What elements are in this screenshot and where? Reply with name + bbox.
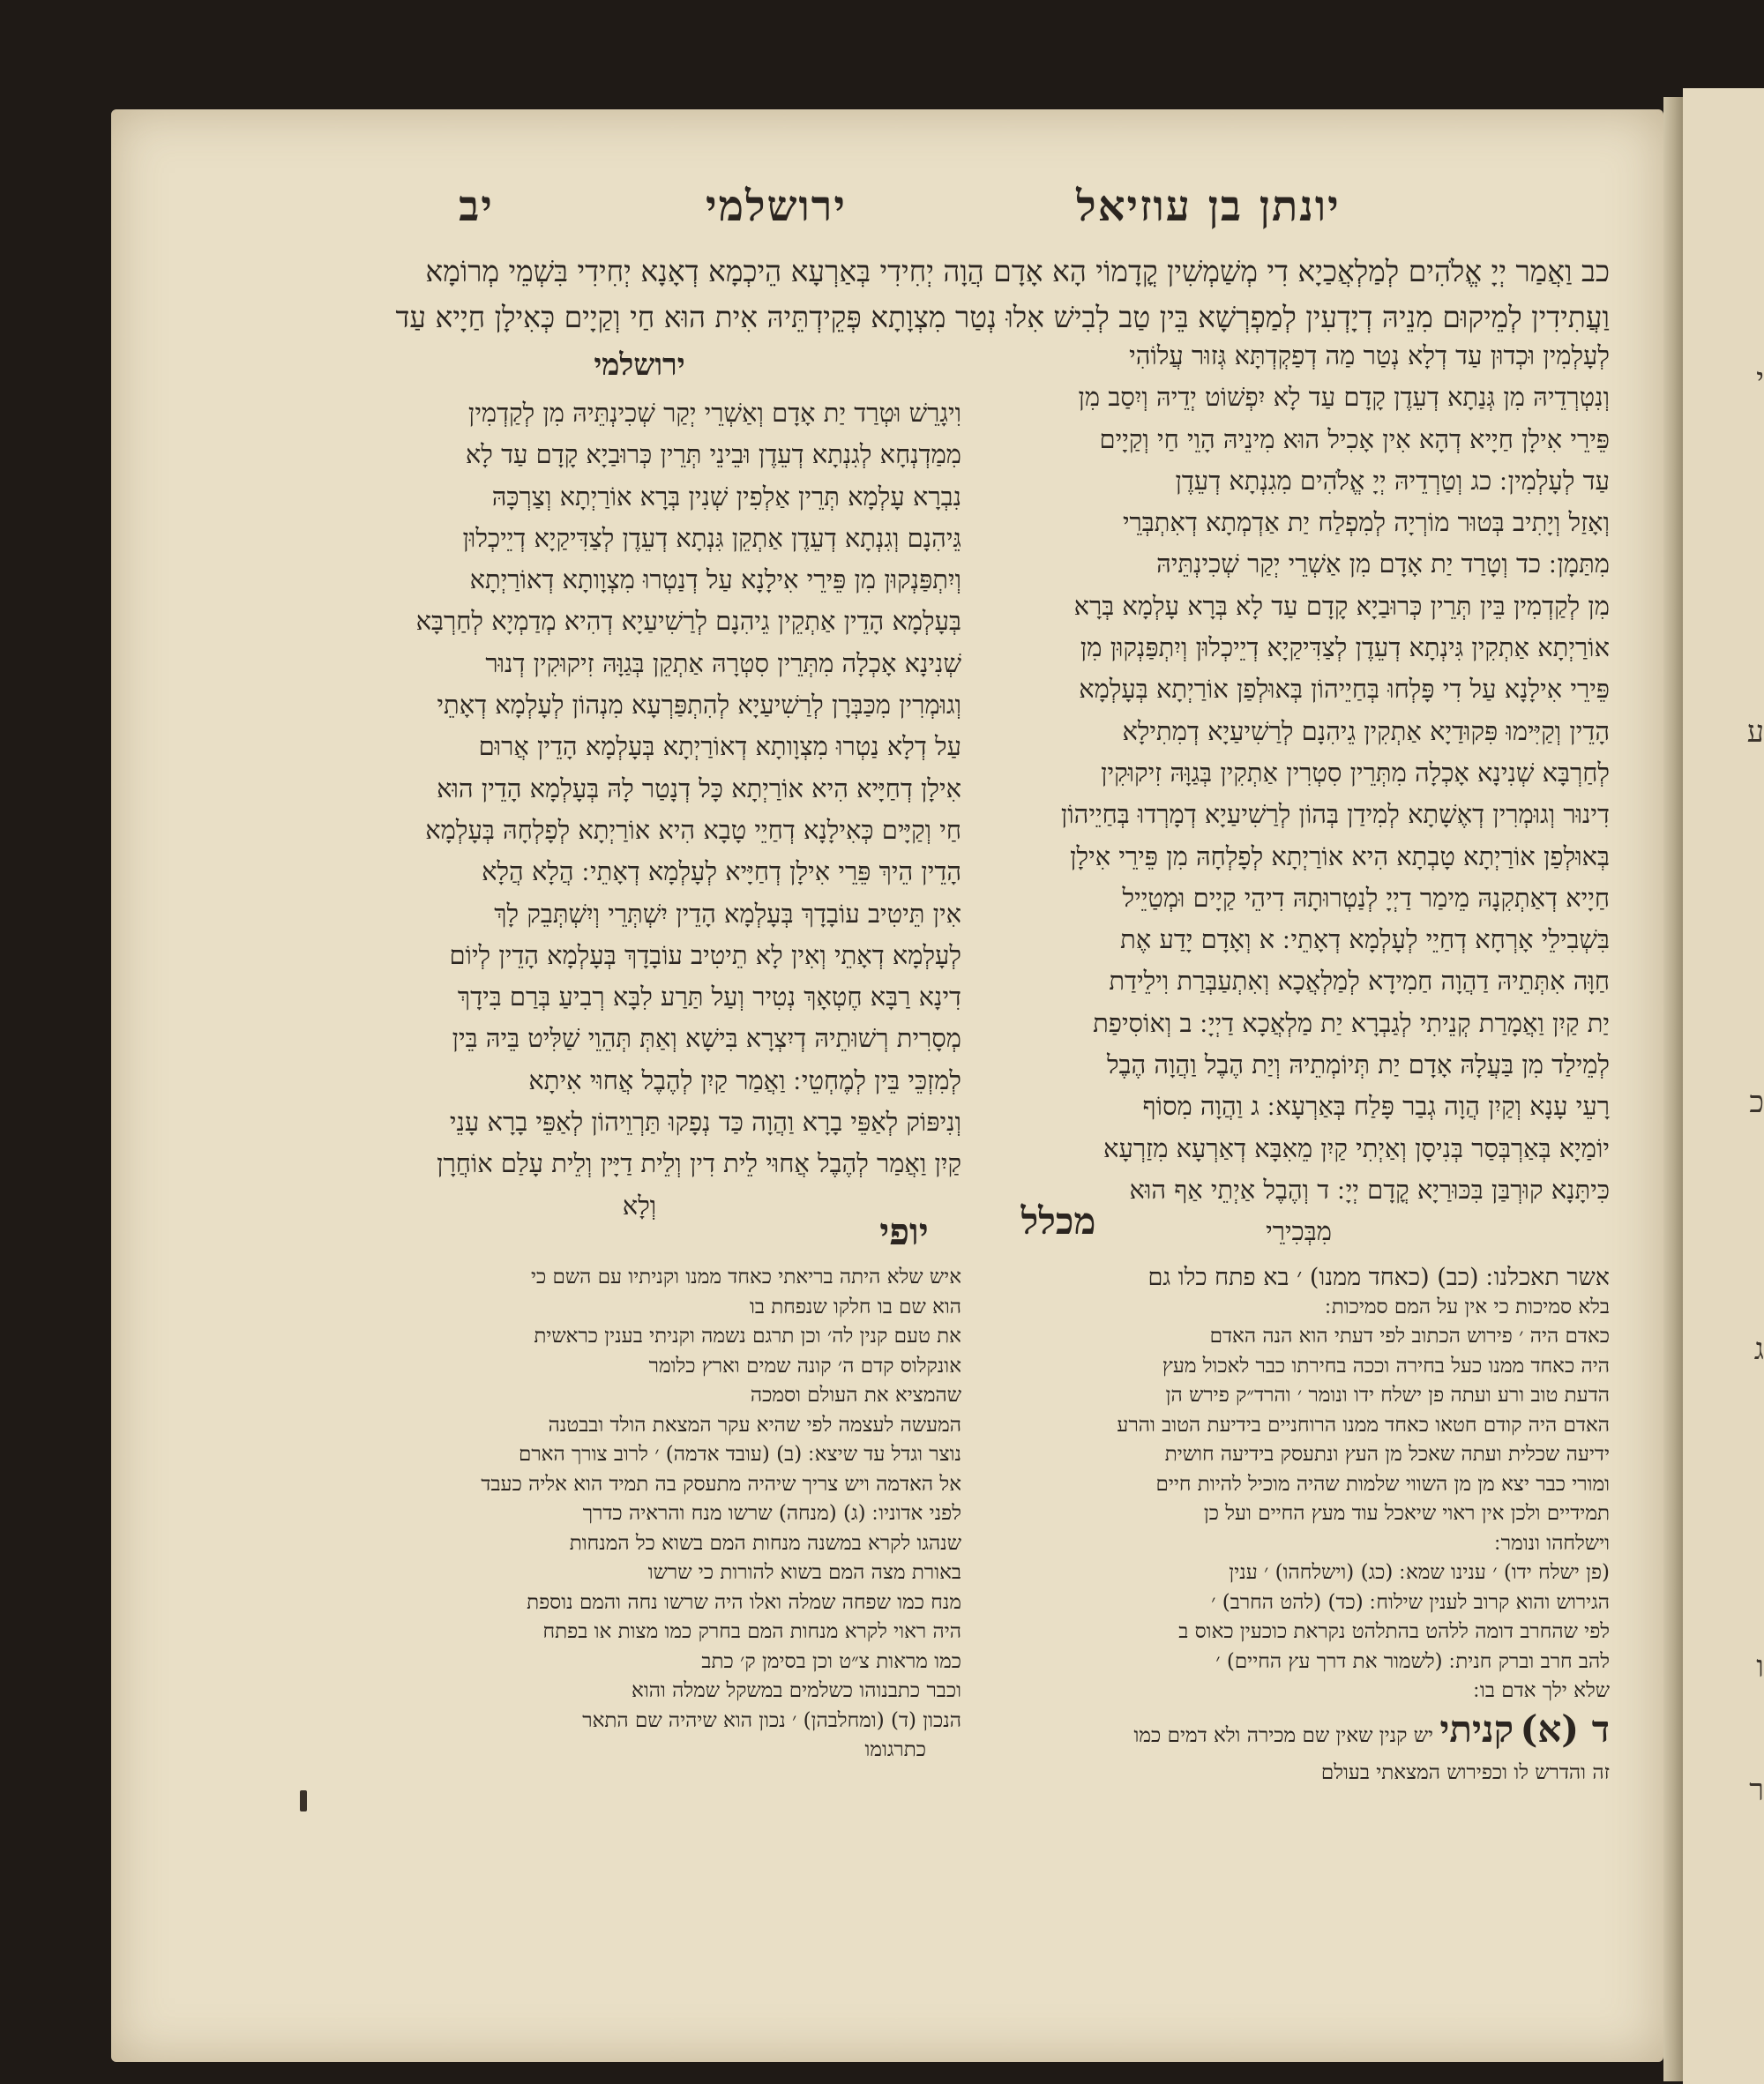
commentary-line: שהמציא את העולם וסמכה — [750, 1384, 961, 1407]
text-line: וְיִתְפַּנְקוּן מִן פֵּירֵי אִילָנָא עַל דְנַטְרוּ מִצְוָותָא דְאוֹרַיְתָא — [469, 564, 961, 595]
running-head-subtitle: ירושלמי — [706, 182, 847, 231]
text-line: בְּעָלְמָא הָדֵין אַתְקֵין גֵיהִנָם לְרַשִׁיעַיָא דְהִיא מְדַמְיָא לְחַרְבָּא — [415, 606, 961, 637]
text-line: לְמִזְכֵּי בֵּין לְמֶחְטֵי ׃ וַאֲמַר קַיִן לְהֶבֶל אֲחוּי אִיתָא — [528, 1064, 961, 1095]
commentary-line: היה ראוי לקרא מנחות המם בחרק כמו מצות או בפתח — [542, 1620, 961, 1643]
commentary-line: מנח כמו שפחה שמלה ואלו היה שרשו נחה והמם נוספת — [527, 1590, 961, 1614]
text-line: הָדֵין הֵיךְ פֵּרֵי אִילָן דְחַיָּיא לְעָלְמָא דְאָתֵי ׃ הֲלָא הֲלָא — [482, 856, 961, 887]
commentary-line: ידיעה שכלית ועתה שאכל מן העץ ונתעסק בידיעה חושית — [1164, 1443, 1610, 1466]
text-line: מִתַּמָן ׃ כד וְטָרַד יַת אָדָם מִן אַשְׁרֵי יְקַר שְׁכִינְתֵּיהּ — [1156, 549, 1610, 579]
text-line: אוֹרַיְתָא אַתְקִין גִּינְתָא דְעֵדֶן לְצַדִּיקַיָא דְיֵיכְלוּן וְיִתְפַּנְקוּן מִן — [1080, 632, 1610, 663]
text-line: עַד לְעָלְמִין ׃ כג וְטַרְדֵיהּ יְיָ אֱלֹהִים מִגִנְתָא דְעֵדֶן — [1175, 465, 1610, 496]
next-page-fragment: ר — [1749, 1773, 1764, 1808]
text-line: לְעָלְמִין וּכְדוּן עַד דְלָא נְטַר מַה דְפַקְדְתָּא גְּזוּר עֲלוֹהִי — [1129, 340, 1610, 370]
text-line: קַיִן וַאֲמַר לְהֶבֶל אֲחוּי לֵית דִין וְלֵית דַיָּין וְלֵית עָלַם אוֹחֲרָן — [437, 1148, 961, 1179]
text-line: וְנִטְרְדֵיהּ מִן גְּנַתָא דְעֵדֶן קָדָם עַד לָא יִפְשׁוֹט יְדֵיהּ וְיִסַב מִן — [1078, 382, 1610, 413]
headword-kaniti: קניתי — [1439, 1707, 1514, 1751]
text-line: וִיגָרֵשׁ וּטְרַד יַת אָדָם וְאַשְׁרֵי יְקַר שְׁכִינְתֵּיהּ מִן לְקַדְמִין — [467, 398, 961, 428]
commentary-lead: אשר תאכלנו ׃ (כב) (כאחד ממנו) ׳ בא פתח כלו גם — [1147, 1264, 1610, 1291]
page-gutter — [1663, 97, 1683, 2081]
commentary-line: ומורי כבר יצא מן מן השווי שלמות שהיה מוכיל להיות חיים — [1155, 1472, 1610, 1496]
full-width-text — [309, 249, 1610, 340]
text-line: וְנִיפּוֹק לְאַפֵּי בָרָא וַהֲוָה כַּד נְפָקוּ תַּרְוֵיהוֹן לְאַפֵּי בָרָא עָנֵי — [449, 1107, 961, 1138]
text-line: וַעֲתִידִין לְמֵיקוּם מִנֵיהּ דְיָדְעִין לְמַפְרְשָׁא בֵּין טַב לְבִישׁ אִלוּ נְטַר מִצְוָתָא פְּקֵידְתֵּיהּ אִית הוּא חַי וְקַיָים כְּאִילָן חַיָיא עַד — [395, 300, 1610, 334]
commentary-line: לפני אדוניו ׃ (ג) (מנחה) שרשו מנח והראיה כדרך — [582, 1502, 961, 1525]
commentary-line: הנכון (ד) (ומחלבהן) ׳ נכון הוא שיהיה שם התאר — [582, 1708, 961, 1732]
text-line: כב וַאֲמַר יְיָ אֱלֹהִים לְמַלְאֲכַיָא דִי מְשַׁמְשִׁין קֳדָמוֹי הָא אָדָם הֲוָה יְחִידִי בְּאַרְעָא הֵיכְמָא דְאָנָא יְחִידִי בִּשְׁמֵי מְרוֹמָא — [425, 254, 1610, 288]
commentary-line: הגירוש והוא קרוב לענין שילוח ׃ (כד) (להט החרב) ׳ — [1211, 1590, 1610, 1614]
text-line: חַי וְקַיָּים כְּאִילָנָא דְחַיֵי טָבָא הִיא אוֹרַיְתָא לְפָלְחָהּ בְּעָלְמָא — [425, 814, 961, 845]
text-line: חַוָּה אִתְּתֵיהּ דַהֲוָה חַמִידָא לְמַלְאֲכָא וְאִתְעַבְּרַת וִילֵידַת — [1109, 966, 1610, 997]
michlal-yofi-commentary-right — [988, 1263, 1610, 1788]
commentary-line: כאדם היה ׳ פירוש הכתוב לפי דעתי הוא הנה האדם — [1209, 1325, 1610, 1348]
commentary-line: האדם היה קודם חטאו כאחד ממנו הרוחניים בידיעת הטוב והרע — [1117, 1413, 1610, 1437]
commentary-line: יש קנין שאין שם מכירה ולא דמים כמו — [1133, 1723, 1434, 1747]
text-line: יוֹמַיָא בְּאַרְבְּסַר בְּנִיסָן וְאַיְתִי קַיִן מֵאִבָּא דְאַרְעָא מִזַרְעָא — [1103, 1132, 1610, 1163]
text-line: מִבְּכִירֵי — [1266, 1216, 1332, 1247]
text-line: אִין תֵּיטִיב עוֹבָדָךְ בְּעָלְמָא הָדֵין יִשְׁתְּרֵי וְיִשְׁתְּבֵק לָךְ — [494, 898, 961, 929]
section-label-michlal: מכלל — [1020, 1199, 1096, 1243]
commentary-line: שנהגו לקרא במשנה מנחות המם בשוא כל המנחות — [569, 1531, 961, 1555]
text-line: דִינָא רַבָּא חֶטְאָךְ נְטִיר וְעַל תַּרַע לִבָּא רְבִיעַ בְּרַם בִּידָךְ — [457, 982, 961, 1012]
commentary-line: להב חרב וברק חנית ׃ (לשמור את דרך עץ החיים) ׳ — [1215, 1649, 1610, 1673]
commentary-line: אל האדמה ויש צריך שיהיה מתעסק בה תמיד הוא אליה כעבד — [481, 1472, 961, 1496]
text-line: שְׁנִינָא אָכְלָה מִתְּרֵין סִטְרָהּ אַתְקֵן בְּגַוָּהּ זִיקוּקִין דְנוּר — [485, 647, 961, 678]
text-line: גֵּיהִנָם וְגִנְתָא דְעֵדֶן אַתְקֵן גִּנְתָא דְעֵדֶן לְצַדִּיקַיָא דְיֵיכְלוּן — [462, 522, 961, 553]
verse-marker: ד (א) — [1520, 1707, 1610, 1751]
commentary-line: (פן ישלח ידו) ׳ ענינו שמא ׃ (כג) (וישלחהו) ׳ ענין — [1229, 1561, 1610, 1584]
commentary-line: נוצר וגדל עד שיצא ׃ (ב) (עובד אדמה) ׳ לרוב צורך הארם — [519, 1443, 961, 1466]
commentary-line: שלא ילך אדם בו ׃ — [1473, 1679, 1610, 1702]
yerushalmi-column — [318, 392, 961, 1227]
text-line: וְגוּמְרִין מִכַּבְּרָן לְרַשִׁיעַיָא לְהִתְפַּרְעָא מִנְהוֹן לְעָלְמָא דְאָתֵי — [437, 690, 961, 721]
next-page-edge — [1683, 88, 1764, 2084]
text-line: דִינוּר וְגוּמְרִין דְאֶשָׁתָא לְמִידַן בְּהוֹן לְרַשִׁיעַיָא דְמָרְדוּ בְּחַיֵיהוֹן — [1060, 799, 1610, 830]
next-page-fragment: י — [1756, 362, 1764, 397]
commentary-line: איש שלא היתה בריאתי כאחד ממנו וקניתיו עם השם כי — [530, 1266, 961, 1288]
ink-mark — [300, 1790, 307, 1811]
text-line: חַיָיא דְאַתְקִנָהּ מֵימַר דַיְיָ לְנַטְרוּתָהּ דִיהֵי קַיָים וּמְטַיֵיל — [1122, 882, 1610, 913]
next-page-fragment: ג — [1753, 1332, 1764, 1367]
commentary-line: היה כאחד ממנו כעל בחירה וככה בחירתו כבר לאכול מעץ — [1162, 1354, 1610, 1378]
commentary-line: וישלחהו ונומר ׃ — [1494, 1531, 1610, 1555]
commentary-line: זה והדרש לו וכפירוש המצאתי בעולם — [1320, 1760, 1610, 1784]
text-line: בְּאוּלְפַן אוֹרַיְתָא טָבְתָא הִיא אוֹרַיְתָא לְפָלְחָהּ מִן פֵּירֵי אִילָן — [1070, 840, 1610, 871]
commentary-line: אונקלוס קדם ה׳ קונה שמים וארץ כלומר — [648, 1354, 961, 1378]
commentary-line: בלא סמיכות כי אין על המם סמיכות ׃ — [1325, 1295, 1610, 1318]
text-line: פֵּירֵי אִילָן חַיָיא דְהָא אִין אָכִיל הוּא מִינֵיהּ הָוֵי חַי וְקַיָים — [1099, 423, 1610, 454]
jonathan-column — [988, 335, 1610, 1253]
commentary-entry-d — [988, 1707, 1610, 1759]
commentary-line: כמו מראות צ״ט וכן בסימן ק׳ כתב — [701, 1649, 961, 1673]
text-line: לְעָלְמָא דְאָתֵי וְאִין לָא תֵיטִיב עוֹבָדָךְ בְּעָלְמָא הָדֵין לְיוֹם — [449, 939, 961, 970]
text-line: בִּשְׁבִילֵי אָרְחָא דְחַיֵי לְעָלְמָא דְאָתֵי ׃ א וְאָדָם יָדַע אֶת — [1120, 924, 1610, 955]
yerushalmi-heading: ירושלמי — [594, 347, 685, 383]
commentary-line: את טעם קנין לה׳ וכן תרגם נשמה וקניתי בענין כראשית — [534, 1325, 961, 1348]
text-line: וְאָזַל וְיָתִיב בְּטוּר מוֹרְיָה לְמִפְלַח יַת אַדְמְתָא דְאִתְבְּרֵי — [1122, 507, 1610, 538]
commentary-line: תמידיים ולכן אין ראוי שיאכל עוד מעץ החיים ועל כן — [1203, 1502, 1610, 1525]
text-line: הָדֵין וְקַיִּימוּ פִּקוּדַיָא אַתְקִין גֵיהִנָם לְרַשִׁיעַיָא דְמִתִילָא — [1122, 715, 1610, 746]
commentary-line: לפי שהחרב דומה ללהט בהתלהט נקראת כוכעין כאוס ב — [1178, 1620, 1610, 1643]
text-line: מִמַדְנְחָא לְגִנְתָא דְעֵדֶן וּבֵינֵי תְּרֵין כְּרוּבַיָא קָדָם עַד לָא — [465, 439, 961, 470]
commentary-line: המעשה לעצמה לפי שהיא עקר המצאת הולד ובבטנה — [548, 1413, 961, 1437]
text-line: מִן לְקַדְמִין בֵּין תְּרֵין כְּרוּבַיָא קָדָם עַד לָא בְּרָא עָלְמָא בְּרָא — [1073, 590, 1610, 621]
page-number: יב — [459, 182, 494, 231]
section-label-yofi: יופי — [879, 1210, 929, 1253]
next-page-fragment: ע — [1746, 714, 1764, 750]
text-line: לְחַרְבָּא שְׁנִינָא אָכְלָה מִתְּרֵין סִטְרִין אַתְקִין בְּגַוָּהּ זִיקוּקִין — [1101, 757, 1610, 788]
commentary-line: וכבר כתבנוהו כשלמים במשקל שמלה והוא — [632, 1679, 961, 1702]
commentary-line: הוא שם בו חלקו שנפחת בו — [749, 1295, 961, 1318]
next-page-fragment: כ — [1749, 1085, 1764, 1120]
text-line: מְסָרִית רְשׁוּתֵיהּ דְיִצְרָא בִּישָׁא וְאַתְּ תְּהֵוֵי שַׁלִּיט בֵּיהּ בֵּין — [452, 1023, 961, 1054]
text-line: אִילָן דְחַיָּיא הִיא אוֹרַיְתָא כָּל דְנָטַר לָהּ בְּעָלְמָא הָדֵין הוּא — [437, 773, 961, 803]
text-line: לְמֵילַד מִן בַּעֲלָהּ אָדָם יַת תְּיוֹמְתֵיהּ וְיַת הֶבֶל וַהֲוָה הֶבֶל — [1106, 1049, 1610, 1080]
text-line: וְלָא — [622, 1190, 657, 1221]
text-line: רָעֵי עָנָא וְקַיִן הֲוָה גְבַר פָּלַח בְּאַרְעָא ׃ ג וַהֲוָה מִסוֹף — [1142, 1091, 1610, 1122]
text-line: כִּיתָּנָא קוּרְבַּן בִּכּוּרַיָא קֳדָם יְיָ ׃ ד וְהֶבֶל אַיְתֵי אַף הוּא — [1129, 1174, 1610, 1205]
text-line: עַל דְלָא נַטְרוּ מִצְוָותָא דְאוֹרַיְתָא בְּעָלְמָא הָדֵין אֲרוּם — [478, 731, 961, 762]
next-page-fragment: ו — [1756, 1649, 1764, 1684]
text-line: פֵּירֵי אִילָנָא עַל דִי פָּלְחוּ בְּחַיֵיהוֹן בְּאוּלְפַן אוֹרַיְתָא בְּעָלְמָא — [1079, 674, 1610, 705]
text-line: יַת קַיִן וַאֲמָרַת קְנֵיתִי לְגַבְרָא יַת מַלְאֲכָא דַיְיָ ׃ ב וְאוֹסִיפַת — [1093, 1007, 1610, 1038]
commentary-line: הדעת טוב ורע ועתה פן ישלח ידו ונומר ׳ והרד״ק פירש הן — [1165, 1384, 1610, 1407]
text-line: נִבְרָא עָלְמָא תְּרֵין אַלְפִין שְׁנִין בְּרָא אוֹרַיְתָא וְצַרְכָּהּ — [491, 481, 961, 512]
running-head-title: יונתן בן עוזיאל — [1076, 182, 1341, 231]
michlal-yofi-commentary-left — [318, 1263, 961, 1766]
commentary-line: כתרגומו — [864, 1738, 926, 1761]
commentary-line: באורת מצה המם בשוא להורות כי שרשו — [647, 1561, 961, 1584]
